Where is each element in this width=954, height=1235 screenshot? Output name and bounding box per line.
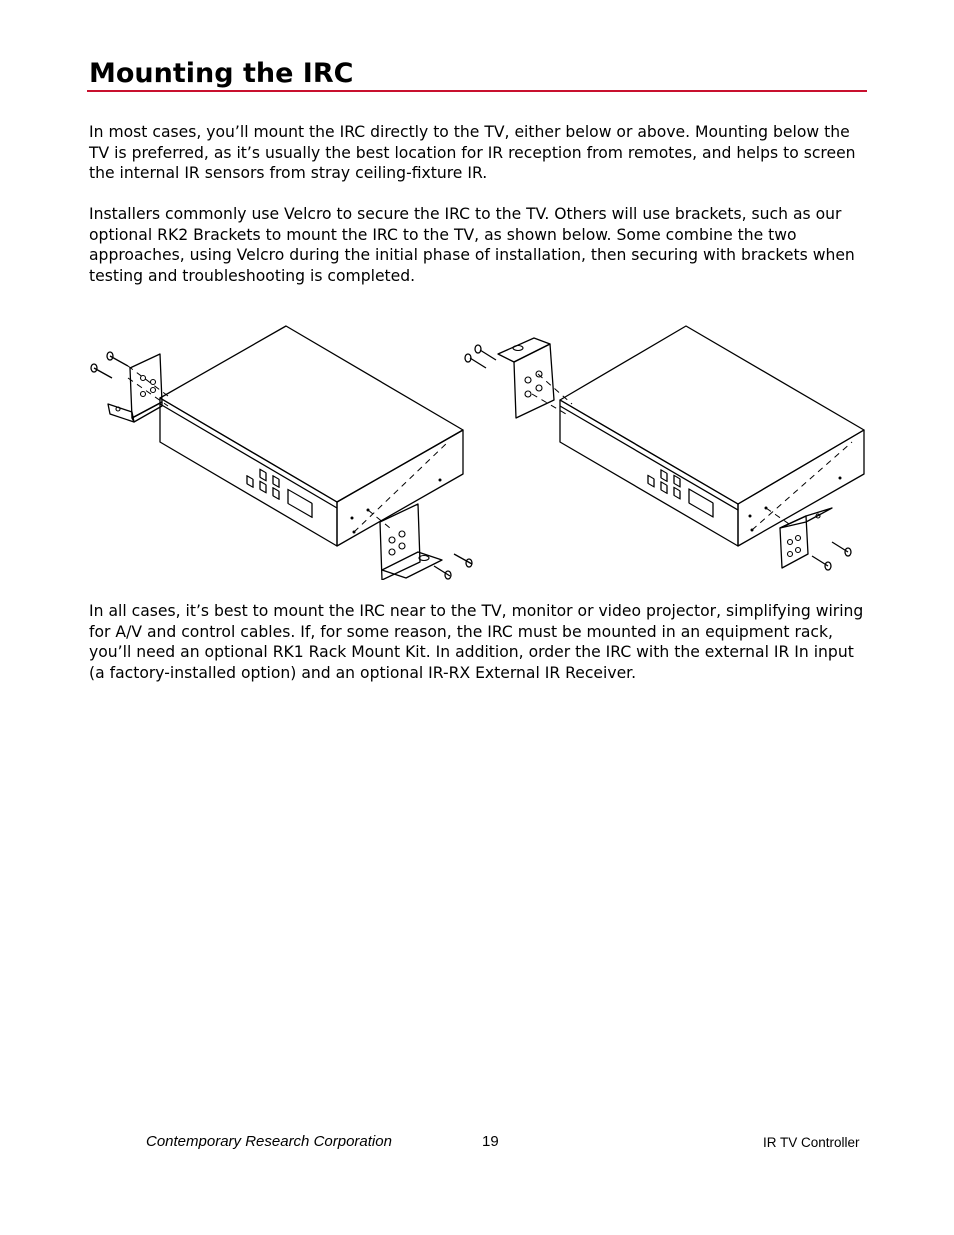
bracket-mount-illustration-left (88, 318, 473, 580)
title-underline (87, 90, 867, 92)
alignment-dashes (128, 366, 448, 532)
paragraph-mounting-location: In most cases, you’ll mount the IRC directly to the TV, either below or above. Mounting below the TV is preferred, as it’s usually the best location for IR reception from remotes, and helps to screen the internal IR sensors from stray ceiling-fixture IR. (89, 123, 856, 183)
front-panel-buttons (247, 469, 312, 517)
top-left-screws (465, 345, 496, 368)
alignment-dashes (532, 374, 852, 530)
top-left-bracket (498, 338, 554, 418)
paragraph-velcro-brackets: Installers commonly use Velcro to secure the IRC to the TV. Others will use brackets, such as our optional RK2 Brackets to mount the IRC to the TV, as shown below. Some combine the two approaches, using Velcro during the initial phase of installation, then securing with brackets when testing and troubleshooting is completed. (89, 205, 855, 286)
bottom-right-screws (812, 542, 851, 570)
bracket-mount-illustration-right (462, 318, 867, 580)
top-left-bracket (108, 354, 162, 422)
footer-product-name: IR TV Controller (763, 1135, 860, 1150)
footer-company: Contemporary Research Corporation (146, 1133, 392, 1150)
paragraph-rack-mount: In all cases, it’s best to mount the IRC near to the TV, monitor or video projector, simplifying wiring for A/V and control cables. If, for some reason, the IRC must be mounted in an equipment rack, you’ll need an optional RK1 Rack Mount Kit. In addition, order the IRC with the external IR In input (a factory-installed option) and an optional IR-RX External IR Receiver. (89, 602, 864, 683)
page-title: Mounting the IRC (89, 58, 354, 89)
side-screw-holes (749, 477, 842, 532)
irc-unit-box (560, 326, 864, 546)
footer-page-number: 19 (482, 1133, 499, 1150)
top-left-screws (91, 352, 128, 378)
